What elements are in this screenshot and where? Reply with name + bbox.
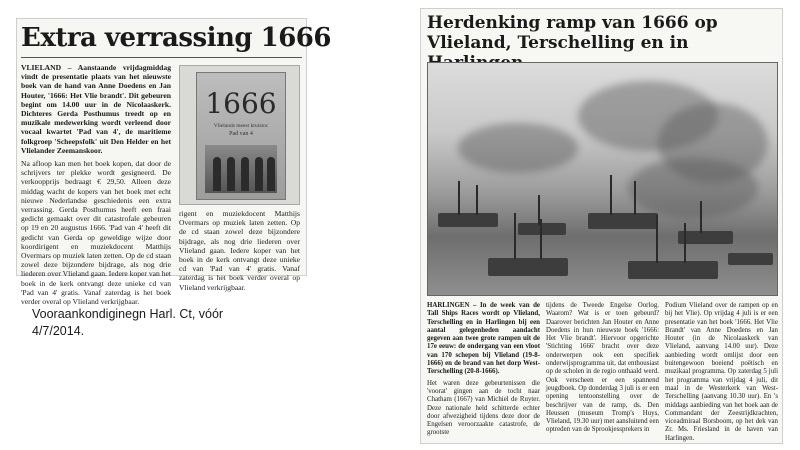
headline-rule (21, 57, 302, 58)
article-column-2 (546, 302, 659, 438)
book-cover-line: Pad van 4 (229, 131, 253, 137)
clipping-headline: Herdenking ramp van 1666 op Vlieland, Terschelling en in (427, 13, 718, 53)
article-body-3: Podium Vlieland over de rampen op en bij het Vlie). Op vrijdag 4 juli is er een presentatie van het boek '1666. Het Vlie Brandt' van Anne Doedens en Jan Houter (in de Nicolaaskerk van Vlieland, aanvang 14.00 uur). Deze aanbieding wordt omlijst door een buitengewoon boeiend poëtisch en muzikaal programma. Op zaterdag 5 juli het programma van vrijdag 4 juli, dit maal in de Westerkerk van West-Terschelling (aanvang 10.30 uur). En 's middags aanbieding van het boek aan de Commandant der Zeestrijdkrachten, viceadmiraal Borsboom, op het dek van Zr. Ms. Friesland in de haven van Harlingen. (665, 302, 778, 442)
book-cover-subtitle: Vlielands meest kruistoc (213, 123, 269, 129)
book-cover-photo (179, 65, 300, 205)
clipping-extra-verrassing (16, 18, 331, 307)
article-column-1 (21, 63, 171, 310)
sea-battle-painting (427, 62, 778, 296)
book-cover-group-photo (205, 145, 277, 193)
clipping-herdenking-ramp (420, 8, 783, 444)
article-body: Na afloop kan men het boek kopen, dat door de schrijvers ter plekke wordt gesigneerd. De verkoopprijs bedraagt € 29,50. Alleen deze middag wacht de kopers van het boek met echt nieuwe Nederlandse geschiedenis een extra verrassing. Gerda Posthumus heeft een fraai gedicht gemaakt over dit catastrofale gebeuren op 19 en 20 augustus 1666. 'Pad van 4' heeft dit gedicht van Gerda op geweldige wijze door koordirigent en muziekdocent Matthijs Overmars op muziek laten zetten. Op de cd staan zowel deze bijzondere bijdrage, als nog drie liederen over Vlieland gaan. Iedere koper van het boek in de kerk ontvangt deze unieke cd van 'Pad van 4' gratis. Vanaf zaterdag is het boek verder overal op Vlieland verkrijgbaar. (21, 159, 171, 307)
article-lead: VLIELAND – Aanstaande vrijdagmiddag vindt de presentatie plaats van het nieuwste boek van de hand van Anne Doedens en Jan Houter, '1666: Het Vlie brandt'. Dit gebeuren begint om 14.00 uur in de Nicolaaskerk. Dichteres Gerda Posthumus treedt op en muzikale medewerking wordt verleend door vocaal kwartet 'Pad van 4', de maritieme folkgroep 'Scheepsfolk' uit Den Helder en het Vlielander Zeemanskoor. (21, 63, 171, 155)
book-cover-year: 1666 (205, 87, 277, 120)
book-cover (196, 72, 286, 200)
clipping-headline: Extra verrassing 1666 (21, 23, 331, 53)
article-columns (427, 302, 778, 442)
article-body-2: tijdens de Tweede Engelse Oorlog. Waarom? Wat is er toen gebeurd? Daarover berichten Jan Houter en Anne Doedens in hun nieuwste boek '1666: Het Vlie brandt'. Hiervoor opgerichte 'Stichting 1666' bracht over deze onderwerpen ook een specifiek onderwijsprogramma uit, dat enthousiast op de scholen in de regio onthaald werd. Ook verscheen er een spannend jeugdboek. Op donderdag 3 juli is er een opening tentoonstelling over de beschrijver van de ramp, ds. Den Heussen (museum Tromp's Huys, Vlieland, 19.30 uur) met aansluitend een optreden van de Sprookjessprekers in (546, 302, 659, 434)
article-column-2: rigent en muziekdocent Matthijs Overmars op muziek laten zetten. Op de cd staan zowel deze bijzondere bijdrage, als nog drie liederen over Vlieland gaan. Iedere koper van het boek in de kerk ontvangt deze unieke cd van 'Pad van 4' gratis. Vanaf zaterdag is het boek verder overal op Vlieland verkrijgbaar. (179, 209, 300, 292)
article-column-1 (427, 302, 540, 441)
article-column-3 (665, 302, 778, 446)
article-body-1: Het waren deze gebeurtenissen die 'voorat' gingen aan de tocht naar Chatham (1667) van Michiel de Ruyter. Deze nationale held schitterde echter door afwezigheid tijdens deze door de Engelsen veroorzaakte catastrofe, de grootste (427, 379, 540, 437)
article-lead: HARLINGEN – In de week van de Tall Ships Races wordt op Vlieland, Terschelling en in Harlingen bij een aantal gelegenheden aandacht gegeven aan twee grote rampen uit de 17e eeuw: de ondergang van een vloot van 170 schepen bij Vlieland (19-8-1666) en de brand van het dorp West-Terschelling (20-8-1666). (427, 302, 540, 376)
slide-caption: Vooraankondiginegn Harl. Ct, vóór 4/7/2014. (32, 307, 224, 338)
